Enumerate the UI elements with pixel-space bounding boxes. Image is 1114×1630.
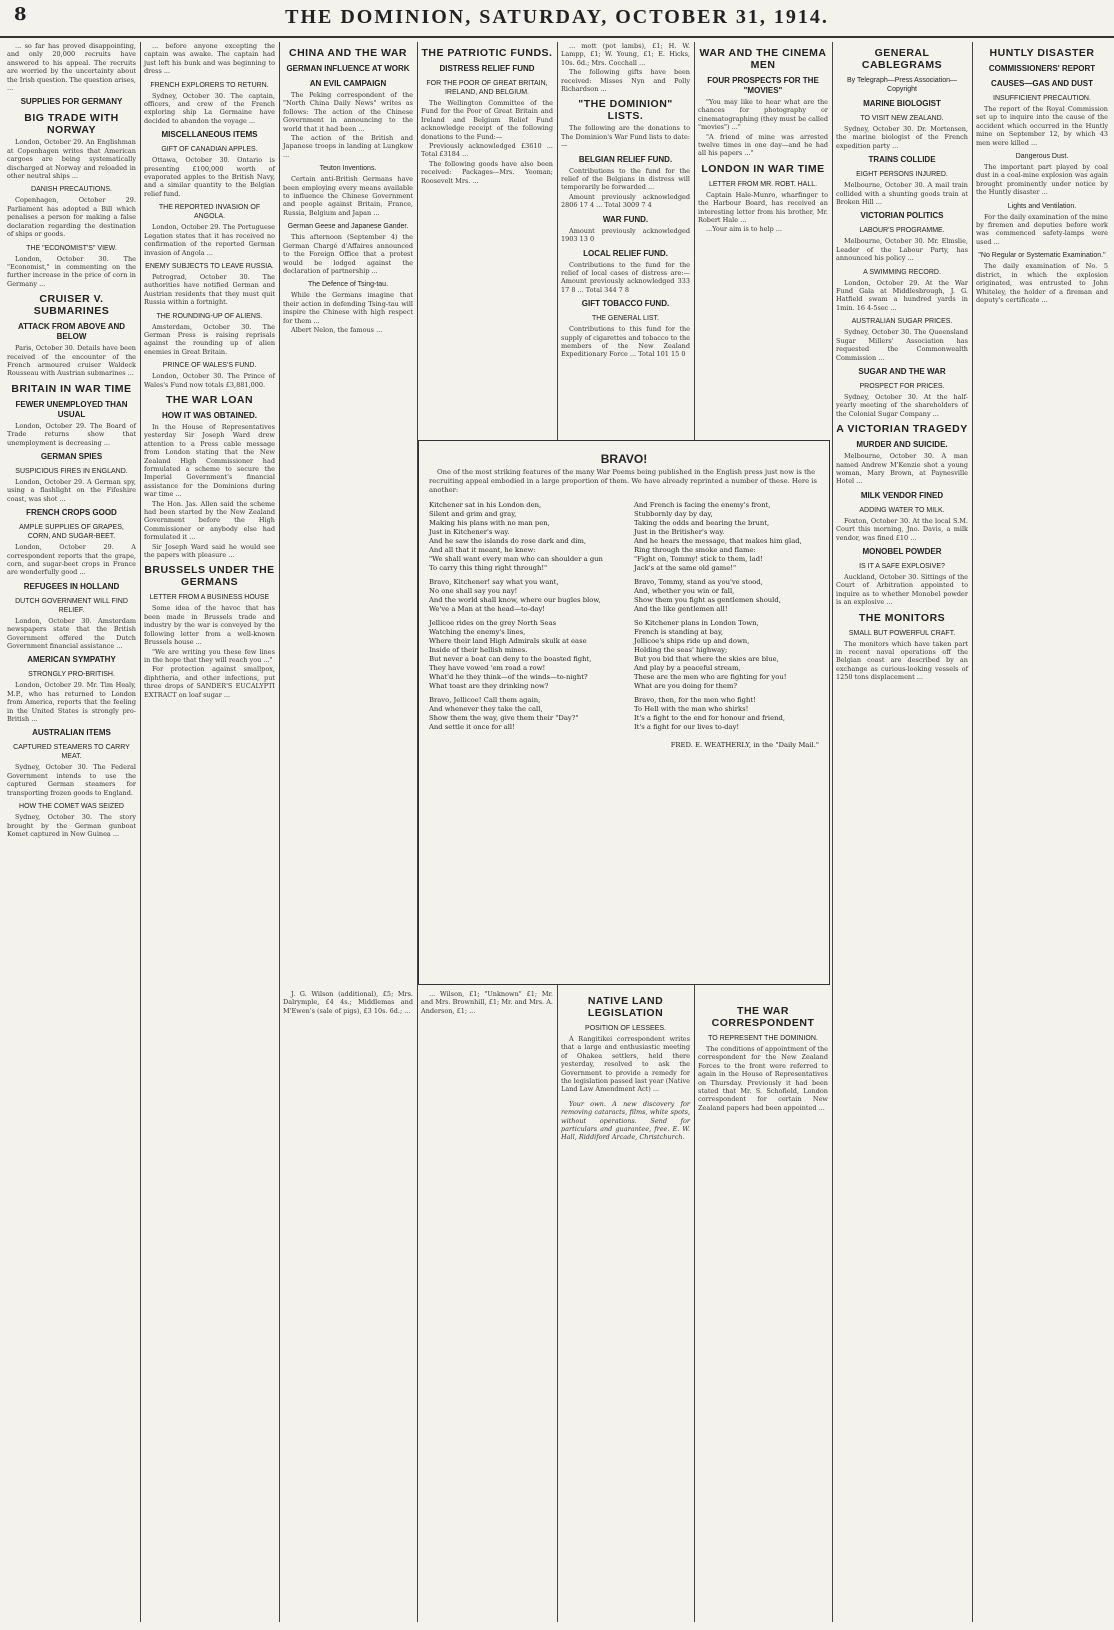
article-paragraph: Previously acknowledged £3610 ... Total £3184 ... [421,142,553,159]
native-land-subtitle: POSITION OF LESSEES. [585,1025,666,1032]
article-paragraph: Contributions to the fund for the relief of local cases of distress are:— Amount previously acknowledged 333 17 8 ... Total 344 7 8 [561,260,690,294]
headline: BRUSSELS UNDER THE GERMANS [144,564,275,589]
headline: THE GENERAL LIST. [591,315,660,323]
article-paragraph: The Peking correspondent of the "North China Daily News" writes as follows: The action of the Chinese Government in announcing to the world that it had been ... [283,91,413,133]
article-paragraph: ... so far has proved disappointing, and only 20,000 recruits have answered to his appeal. The recruits are worried by the uncertainty about the Irish question. The question arises, ... [7,42,136,93]
war-correspondent-subtitle: TO REPRESENT THE DOMINION. [708,1035,818,1042]
headline: DUTCH GOVERNMENT WILL FIND RELIEF. [15,597,128,614]
headline: TO VISIT NEW ZEALAND. [860,115,944,122]
poem-stanza: Kitchener sat in his London den, Silent and grim and gray, Making his plans with no man pen, Just in Kitchener's way. And he saw the islands do rose dark and dim, And all that it meant, he knew: "We shall want every man who can shoulder a gun To carry this thing right through!" [429,501,603,572]
patriotic-lower-left: J. G. Wilson (additional), £5; Mrs. Dalrymple, £4 4s.; Middlemas and M'Ewen's (sale of pigs), £3 10s. 6d.; ... [283,990,413,1015]
headline: LONDON IN WAR TIME [701,162,825,175]
headline: FOUR PROSPECTS FOR THE "MOVIES" [707,76,819,95]
headline: LOCAL RELIEF FUND. [583,248,668,258]
headline: IS IT A SAFE EXPLOSIVE? [859,562,945,570]
article-paragraph: ... before anyone excepting the captain was awake. The captain had just left his bunk and was beginning to dress ... [144,42,275,76]
article-paragraph: Copenhagen, October 29. Parliament has adopted a Bill which penalises a person for making a false declaration regarding the destination of ships or goods. [7,196,136,239]
war-correspondent-title: THE WAR CORRESPONDENT [711,1005,815,1029]
article-paragraph: London, October 30. Amsterdam newspapers state that the British Government offered the Dutch Government financial assistance ... [7,616,136,651]
article-paragraph: London, October 29. At the War Fund Gala at Middlesbrough, J. G. Hatfield swam a hundred yards in 1min. 16 4-5sec ... [836,278,968,312]
article-paragraph: Amount previously acknowledged 2806 17 4 ... Total 3009 7 4 [561,192,690,210]
column-2 [141,42,278,1624]
headline: HOW THE COMET WAS SEIZED [19,803,124,811]
article-paragraph: "You may like to hear what are the chances for photography or cinematographing (they must be called "movies") ..." [698,98,828,132]
headline: LETTER FROM A BUSINESS HOUSE [149,594,270,602]
newspaper-title: THE DOMINION, SATURDAY, OCTOBER 31, 1914. [285,6,829,28]
headline: CAUSES—GAS AND DUST [991,79,1093,88]
poem-stanza: Jellicoe rides on the grey North Seas Watching the enemy's lines, Where their land High Admirals skulk at ease Inside of their hellish mines. But never a boat can deny to the boasted fight, They have vowed 'em road a row! What'd he they think—of the winds—to-night? What toast are they drinking now? [429,619,592,690]
article-paragraph: London, October 30. The Prince of Wales's Fund now totals £3,881,000. [144,372,275,389]
headline: MARINE BIOLOGIST [863,99,941,108]
headline: CRUISER V. SUBMARINES [33,293,110,318]
article-paragraph: Some idea of the havoc that has been made in Brussels trade and industry by the war is conveyed by the following letter from a well-known Brussels house ... [144,604,275,647]
column-8 [973,42,1111,1624]
headline: THE MONITORS [858,611,946,624]
article-paragraph: The report of the Royal Commission set up to inquire into the cause of the accident which occurred in the Huntly mine on September 12, by which 43 men were killed ... [976,105,1108,147]
headline: DISTRESS RELIEF FUND [439,64,535,73]
article-paragraph: Sydney, October 30. The Federal Government intends to use the captured German steamers for transporting frozen goods to England. [7,763,136,797]
headline: PRINCE OF WALES'S FUND. [162,362,257,370]
headline: REFUGEES IN HOLLAND [23,581,120,591]
article-paragraph: Contributions to the fund for the relief of the Belgians in distress will temporarily be forwarded ... [561,166,690,192]
headline: BRITAIN IN WAR TIME [11,382,132,395]
native-land-section [558,990,693,1620]
headline: WAR FUND. [602,214,649,224]
headline: FRENCH EXPLORERS TO RETURN. [150,81,269,89]
article-paragraph: The following goods have also been received: Packages—Mrs. Yeoman; Roosevelt Mrs. ... [421,159,553,185]
poem-stanza: Bravo, Kitchener! say what you want, No one shall say you nay! And the world shall know, where our bugles blow, We've a Man at the head—to-day! [429,578,601,613]
poem-title: BRAVO! [600,452,648,466]
article-paragraph: Melbourne, October 30. Mr. Elmslie, Leader of the Labour Party, has announced his policy ... [836,237,968,263]
headline: MISCELLANEOUS ITEMS [161,130,258,140]
article-paragraph: Ottawa, October 30. Ontario is presenting £100,000 worth of evaporated apples to the British Navy, and a similar quantity to the Belgian relief fund. [144,156,275,198]
article-paragraph: London, October 29. A correspondent reports that the grape, corn, and sugar-beet crops in France are wonderfully good ... [7,543,136,577]
poem-stanza: So Kitchener plans in London Town, French is standing at bay, Jellicoe's ships ride up and down, Holding the seas' highway; But you bid that where the skies are blue, And play by a peaceful stream, These are the men who are fighting for you! What are you doing for them? [634,619,787,690]
article-paragraph: ...Your aim is to help ... [706,225,782,234]
article-paragraph: Auckland, October 30. Sittings of the Court of Arbitration appointed to inquire as to whether Monobel powder is an explosive ... [836,572,968,607]
article-paragraph: Petrograd, October 30. The authorities have notified German and Austrian residents that they must quit Russia within a fortnight. [144,272,275,307]
headline: TRAINS COLLIDE [868,155,936,165]
headline: AN EVIL CAMPAIGN [309,79,387,88]
poem-box [418,440,830,985]
headline: A SWIMMING RECORD. [863,268,941,276]
headline: EIGHT PERSONS INJURED. [856,171,948,179]
native-land-body: A Rangitikei correspondent writes that a large and enthusiastic meeting of Ohakea settlers, held there yesterday, resolved to ask the Government to provide a remedy for the legislation passed last year (Native Land Law Amendment Act) ... [561,1035,690,1094]
article-paragraph: ... mott (pot lambs), £1; H. W. Lampp, £1; W. Young, £1; E. Hicks, 10s. 6d.; Mrs. Cocchall ... [561,42,690,67]
article-paragraph: In the House of Representatives yesterday Sir Joseph Ward drew attention to a Press cable message from London stating that the New Zealand High Commissioner had formulated a scheme to secure the Imperial Government's financial assistance for the Dominions during war time ... [144,422,275,499]
headline: Dangerous Dust. [1015,153,1069,161]
headline: MONOBEL POWDER [862,546,942,556]
headline: "No Regular or Systematic Examination." [978,252,1106,260]
headline: CHINA AND THE WAR [289,47,407,59]
column-3 [280,42,416,832]
headline: LABOUR'S PROGRAMME. [859,227,945,235]
article-paragraph: The following gifts have been received: Misses Nyn and Polly Richardson ... [561,68,690,94]
article-paragraph: The monitors which have taken part in recent naval operations off the Belgian coast are described by an exchange as curious-looking vessels of 1250 tons displacement ... [836,639,968,682]
article-paragraph: London, October 29. A German spy, using a flashlight on the Fifeshire coast, was shot ... [7,477,136,503]
article-paragraph: London, October 30. The "Economist," in commenting on the further increase in the price of corn in Germany ... [7,254,136,288]
article-paragraph: The daily examination of No. 5 district, in which the explosion originated, was entrusted to John Whiteley, the holder of a fireman and deputy's certificate ... [976,262,1108,304]
article-paragraph: Foxton, October 30. At the local S.M. Court this morning, Jno. Davis, a milk vendor, was fined £10 ... [836,516,968,542]
poem-stanza: Bravo, then, for the men who fight! To Hell with the man who shirks! It's a fight to the end for honour and friend, It's a fight for our lives to-day! [634,696,786,731]
headline: AUSTRALIAN SUGAR PRICES. [851,318,953,326]
headline: THE "ECONOMIST'S" VIEW. [26,244,117,252]
article-paragraph: Captain Hale-Munro, wharfinger to the Harbour Board, has received an interesting letter from his brother, Mr. Robert Hale ... [698,190,828,225]
article-paragraph: The following are the donations to The Dominion's War Fund lists to date:— [561,124,690,150]
article-paragraph: The Hon. Jas. Allen said the scheme had been started by the New Zealand Government before the High Commissioner or anybody else had formulated it ... [144,499,275,542]
article-paragraph: Sir Joseph Ward said he would see the papers with pleasure ... [144,542,275,560]
headline: Teuton Inventions. [319,165,377,173]
article-paragraph: Paris, October 30. Details have been received of the encounter of the French armoured cruiser Waldeck Rousseau with Austrian submarines ... [7,344,136,378]
headline: PROSPECT FOR PRICES. [859,382,945,390]
headline: VICTORIAN POLITICS [860,211,944,221]
article-paragraph: London, October 29. The Portuguese Legation states that it has received no confirmation of the reported German invasion of Angola ... [144,223,275,257]
headline: HUNTLY DISASTER [989,47,1095,59]
article-paragraph: London, October 29. Mr. Tim Healy, M.P., who has returned to London from America, reports that the feeling in the United States is strongly pro-British ... [7,681,136,724]
headline: CAPTURED STEAMERS TO CARRY MEAT. [13,744,130,761]
advertisement: Your own. A new discovery for removing cataracts, films, white spots, without operations. Send for particulars and guarantee, free. E. W. Hall, Riddiford Arcade, Christchurch. [561,1099,690,1142]
headline: FOR THE POOR OF GREAT BRITAIN, IRELAND, AND BELGIUM. [426,80,548,96]
headline: AUSTRALIAN ITEMS [32,728,111,738]
headline: Lights and Ventilation. [1007,202,1077,210]
article-paragraph: For protection against smallpox, diphtheria, and other infections, put three drops of SANDER'S EUCALYPTI EXTRACT on loaf sugar ... [144,665,275,699]
masthead [0,0,1114,38]
headline: ENEMY SUBJECTS TO LEAVE RUSSIA. [145,262,274,270]
headline: SUPPLIES FOR GERMANY [20,97,123,107]
headline: INSUFFICIENT PRECAUTION. [993,95,1091,102]
headline: German Geese and Japanese Gander. [287,223,409,231]
article-paragraph: For the daily examination of the mine by firemen and deputies before work was commenced safety-lamps were used ... [976,212,1108,246]
article-paragraph: Melbourne, October 30. A man named Andrew M'Kenzie shot a young woman, Mary Brown, at Paynesville Hotel ... [836,452,968,486]
headline: A VICTORIAN TRAGEDY [836,423,968,436]
war-correspondent-body: The conditions of appointment of the correspondent for the New Zealand Forces to the front were referred to again in the House of Representatives on Thursday. Previously it had been stated that Mr. S. Schofield, London correspondent for certain New Zealand papers had been appointed ... [698,1045,828,1112]
column-1 [4,42,139,1624]
article-paragraph: Melbourne, October 30. A mail train collided with a shunting goods train at Broken Hill ... [836,181,968,207]
column-4 [418,42,556,437]
headline: WAR AND THE CINEMA MEN [699,47,827,71]
poem-stanza: And French is facing the enemy's front, Stubbornly day by day, Taking the odds and bearing the brunt, Just in the Britisher's way. And he hears the message, that makes him glad, Ring through the smoke and flame: "Fight on, Tommy! stick to them, lad! Jack's at the same old game!" [634,501,802,572]
headline: LETTER FROM MR. ROBT. HALL. [708,180,818,188]
article-paragraph: Sydney, October 30. Dr. Mortensen, the marine biologist of the French expedition party ... [836,125,968,150]
headline: GIFT TOBACCO FUND. [581,299,670,309]
column-5 [558,42,693,437]
headline: FRENCH CROPS GOOD [26,508,117,518]
article-paragraph: Contributions to this fund for the supply of cigarettes and tobacco to the members of the New Zealand Expeditionary Force ... Total 101 15 0 [561,325,690,359]
headline: MILK VENDOR FINED [860,490,944,500]
headline: GENERAL CABLEGRAMS [861,47,943,71]
article-paragraph: "We are writing you these few lines in the hope that they will reach you ..." [144,647,275,664]
headline: THE REPORTED INVASION OF ANGOLA. [158,204,261,221]
article-paragraph: Sydney, October 30. The Queensland Sugar Millers' Association has requested the Commonwealth Commission ... [836,328,968,362]
headline: SUGAR AND THE WAR [858,366,946,376]
article-paragraph: Sydney, October 30. The story brought by the German gunboat Komet captured in New Guinea ... [7,813,136,838]
article-paragraph: The Wellington Committee of the Fund for the Poor of Great Britain and Ireland and Belgium Relief Fund acknowledge receipt of the following donations to the Fund:— [421,99,553,141]
headline: AMPLE SUPPLIES OF GRAPES, CORN, AND SUGAR-BEET. [19,524,124,541]
poem-stanzas [429,501,819,737]
headline: GIFT OF CANADIAN APPLES. [161,146,258,154]
article-paragraph: "A friend of mine was arrested twelve times in one day—and he had all his papers ..." [698,132,828,158]
headline: THE WAR LOAN [165,393,254,406]
article-paragraph: Certain anti-British Germans have been employing every means available to influence the Chinese Government and people against Britain, France, Russia, Belgium and Japan ... [283,175,413,217]
headline: AMERICAN SYMPATHY [27,655,116,665]
headline: GERMAN SPIES [40,451,103,461]
poem-stanza: Bravo, Jellicoe! Call them again, And whenever they take the call, Show them the way, give them their "Day?" And settle it once for all! [429,696,579,731]
headline: The Defence of Tsing-tau. [307,281,389,289]
article-paragraph: Sydney, October 30. At the half-yearly meeting of the shareholders of the Colonial Sugar Company ... [836,392,968,418]
native-land-title: NATIVE LAND LEGISLATION [587,995,664,1019]
poem-signature: FRED. E. WEATHERLY, in the "Daily Mail." [670,741,819,749]
article-paragraph: Amsterdam, October 30. The German Press is raising reprisals against the rounding up of alien enemies in Great Britain. [144,322,275,356]
article-paragraph: London, October 29. The Board of Trade returns show that unemployment is decreasing ... [7,421,136,447]
article-paragraph: While the Germans imagine that their action in defending Tsing-tau will inspire the Chinese with high respect for them ... [283,291,413,325]
headline: GERMAN INFLUENCE AT WORK [286,64,410,73]
headline: DANISH PRECAUTIONS. [31,186,112,194]
page-number: 8 [14,4,27,25]
headline: SUSPICIOUS FIRES IN ENGLAND. [15,467,128,475]
article-paragraph: The important part played by coal dust in a coal-mine explosion was again brought prominently under notice by the Huntly disaster ... [976,163,1108,197]
war-correspondent-section [695,1000,831,1620]
headline: HOW IT WAS OBTAINED. [162,410,257,420]
article-paragraph: Albert Nelon, the famous ... [291,325,383,334]
poem-stanza: Bravo, Tommy, stand as you've stood, And, whether you win or fall, Show them you fight as gentlemen should, And the like gentlemen all! [634,578,781,613]
headline: By Telegraph—Press Association—Copyright [847,77,957,93]
article-paragraph: Amount previously acknowledged 1903 13 0 [561,226,690,244]
headline: BELGIAN RELIEF FUND. [578,154,673,164]
article-paragraph: London, October 29. An Englishman at Copenhagen writes that American cargoes are being systematically discharged at Norway and reloaded in other neutral ships ... [7,138,136,181]
article-paragraph: The action of the British and Japanese troops in landing at Lungkow ... [283,134,413,159]
headline: BIG TRADE WITH NORWAY [24,112,119,137]
headline: ADDING WATER TO MILK. [859,506,945,514]
headline: THE PATRIOTIC FUNDS. [421,47,553,59]
article-paragraph: Sydney, October 30. The captain, officers, and crew of the French exploring ship La Germaine have decided to abandon the voyage ... [144,91,275,125]
patriotic-lower-middle: ... Wilson, £1; "Unknown" £1; Mr. and Mrs. Brownhill, £1; Mr. and Mrs. A. Anderson, £1; ... [421,990,553,1015]
headline: ATTACK FROM ABOVE AND BELOW [17,322,126,342]
headline: COMMISSIONERS' REPORT [988,64,1096,73]
headline: SMALL BUT POWERFUL CRAFT. [848,629,956,637]
headline: THE ROUNDING-UP OF ALIENS. [156,312,263,320]
headline: MURDER AND SUICIDE. [856,440,948,450]
headline: "THE DOMINION" LISTS. [578,98,673,123]
poem-intro: One of the most striking features of the many War Poems being published in the English press just now is the recruiting appeal embodied in a large proportion of them. We have already reprinted a number of these. Here is another: [429,468,817,494]
article-paragraph: This afternoon (September 4) the German Chargé d'Affaires announced to the Foreign Office that a protest would be lodged against the declaration of partnership ... [283,233,413,275]
column-7 [833,42,971,1624]
headline: STRONGLY PRO-BRITISH. [28,671,115,679]
headline: FEWER UNEMPLOYED THAN USUAL [15,399,128,419]
